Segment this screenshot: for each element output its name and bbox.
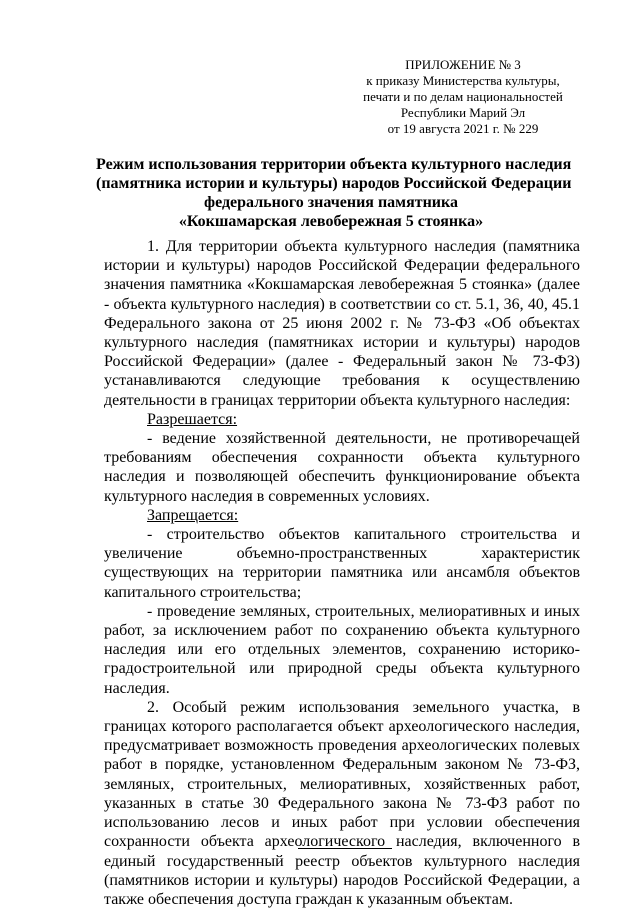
appendix-order-line: к приказу Министерства культуры, <box>366 73 560 88</box>
appendix-republic-line: Республики Марий Эл <box>400 105 526 120</box>
title-line-4: «Кокшамарская левобережная 5 стоянка» <box>178 213 484 230</box>
appendix-number: ПРИЛОЖЕНИЕ № 3 <box>405 57 521 72</box>
allowed-heading: Разрешается: <box>147 410 238 428</box>
appendix-ministry-line: печати и по делам национальностей <box>363 89 563 104</box>
paragraph-2: 2. Особый режим использования земельного участка, в границах которого располагается объект археологического наследия, предусматривает возможность проведения археологических полевых работ в порядке, установленном Федеральным законом № 73-ФЗ, земляных, строительных, мелиоративных, хозяйственных работ, указанных в статье 30 Федерального закона № 73-ФЗ работ по использованию лесов и иных работ при условии обеспечения сохранности объекта археологического наследия, включенного в единый государственный реестр объектов культурного наследия (памятников истории и культуры) народов Российской Федерации, а также обеспечения доступа граждан к указанным объектам. <box>104 698 580 908</box>
end-separator-line <box>298 848 392 849</box>
forbidden-heading: Запрещается: <box>147 506 239 524</box>
document-body <box>104 237 580 909</box>
forbidden-item-2: - проведение земляных, строительных, мелиоративных и иных работ, за исключением работ по сохранению объекта культурного наследия или его отдельных элементов, сохранению историко-градостроительной или природной среды объекта культурного наследия. <box>104 602 580 697</box>
allowed-item-1: - ведение хозяйственной деятельности, не противоречащей требованиям обеспечения сохранности объекта культурного наследия и позволяющей обеспечить функционирование объекта культурного наследия в современных условиях. <box>104 430 580 505</box>
appendix-date-line: от 19 августа 2021 г. № 229 <box>387 121 539 136</box>
title-line-3: федерального значения памятника <box>204 194 458 211</box>
paragraph-1: 1. Для территории объекта культурного наследия (памятника истории и культуры) народов Российской Федерации федерального значения памятника «Кокшамарская левобережная 5 стоянка» (далее - объекта культурного наследия) в соответствии со ст. 5.1, 36, 40, 45.1 Федерального закона от 25 июня 2002 г. № 73-ФЗ «Об объектах культурного наследия (памятниках истории и культуры) народов Российской Федерации» (далее - Федеральный закон № 73-ФЗ) устанавливаются следующие требования к осуществлению деятельности в границах территории объекта культурного наследия: <box>104 238 580 409</box>
title-line-1: Режим использования территории объекта культурного наследия <box>96 156 572 173</box>
forbidden-item-1: - строительство объектов капитального строительства и увеличение объемно-пространственных характеристик существующих на территории памятника или ансамбля объектов капитального строительства; <box>104 526 580 601</box>
appendix-header <box>340 57 586 137</box>
document-title <box>96 155 572 231</box>
title-line-2: (памятника истории и культуры) народов Российской Федерации <box>96 175 572 192</box>
